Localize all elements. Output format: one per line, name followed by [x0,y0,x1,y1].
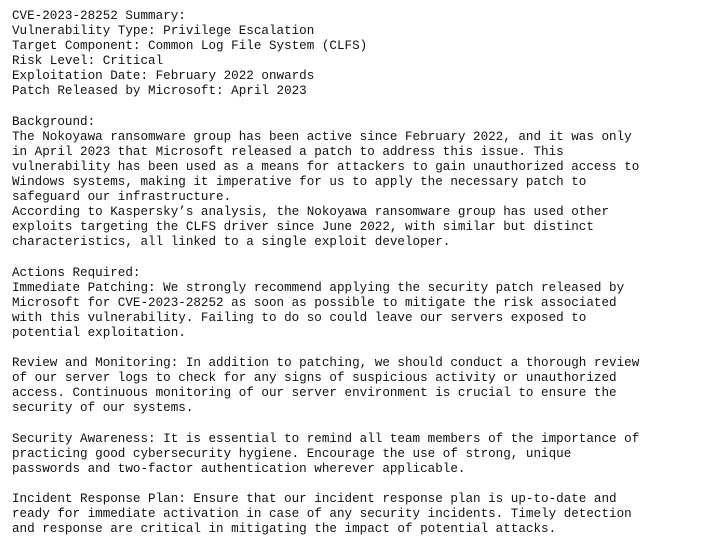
background-line: safeguard our infrastructure. [12,190,232,205]
paragraph-line: Microsoft for CVE-2023-28252 as soon as possible to mitigate the risk associated [12,295,617,310]
background-line: exploits targeting the CLFS driver since June 2022, with similar but distinct [12,220,594,235]
paragraph-line: access. Continuous monitoring of our server environment is crucial to ensure the [12,386,617,401]
paragraph-line: practicing good cybersecurity hygiene. Encourage the use of strong, unique [12,446,572,461]
background-section [12,115,702,251]
paragraph-line: Immediate Patching: We strongly recommend applying the security patch released by [12,280,625,295]
document-body [12,9,702,537]
spacer [12,341,702,356]
actions-heading: Actions Required: [12,265,141,280]
paragraph-line: with this vulnerability. Failing to do so could leave our servers exposed to [12,310,587,325]
patch-released: Patch Released by Microsoft: April 2023 [12,84,307,99]
spacer [12,251,702,266]
background-heading: Background: [12,114,96,129]
target-component: Target Component: Common Log File System (CLFS) [12,39,368,54]
paragraph-line: Review and Monitoring: In addition to patching, we should conduct a thorough review [12,356,640,371]
exploitation-date: Exploitation Date: February 2022 onwards [12,69,315,84]
spacer [12,477,702,492]
paragraph-line: ready for immediate activation in case of any security incidents. Timely detection [12,507,632,522]
actions-section [12,266,702,538]
paragraph-line: Incident Response Plan: Ensure that our incident response plan is up-to-date and [12,492,617,506]
paragraph-line: of our server logs to check for any signs of suspicious activity or unauthorized [12,371,617,386]
incident-response-paragraph [12,492,702,537]
risk-level: Risk Level: Critical [12,54,164,69]
spacer [12,100,702,115]
immediate-patching-paragraph [12,281,702,341]
review-monitoring-paragraph [12,356,702,416]
background-line: According to Kaspersky’s analysis, the Nokoyawa ransomware group has used other [12,205,610,220]
background-line: Windows systems, making it imperative for us to apply the necessary patch to [12,175,587,190]
spacer [12,417,702,432]
security-awareness-paragraph [12,432,702,477]
paragraph-line: and response are critical in mitigating the impact of potential attacks. [12,522,557,537]
paragraph-line: passwords and two-factor authentication wherever applicable. [12,461,466,476]
background-line: vulnerability has been used as a means for attackers to gain unauthorized access to [12,159,640,174]
background-line: in April 2023 that Microsoft released a patch to address this issue. This [12,144,564,159]
vulnerability-type: Vulnerability Type: Privilege Escalation [12,24,315,39]
paragraph-line: security of our systems. [12,401,194,416]
paragraph-line: potential exploitation. [12,325,186,340]
summary-title: CVE-2023-28252 Summary: [12,9,186,23]
summary-section [12,9,702,100]
background-line: characteristics, all linked to a single exploit developer. [12,235,451,250]
paragraph-line: Security Awareness: It is essential to remind all team members of the importance of [12,431,640,446]
background-line: The Nokoyawa ransomware group has been active since February 2022, and it was only [12,129,632,144]
